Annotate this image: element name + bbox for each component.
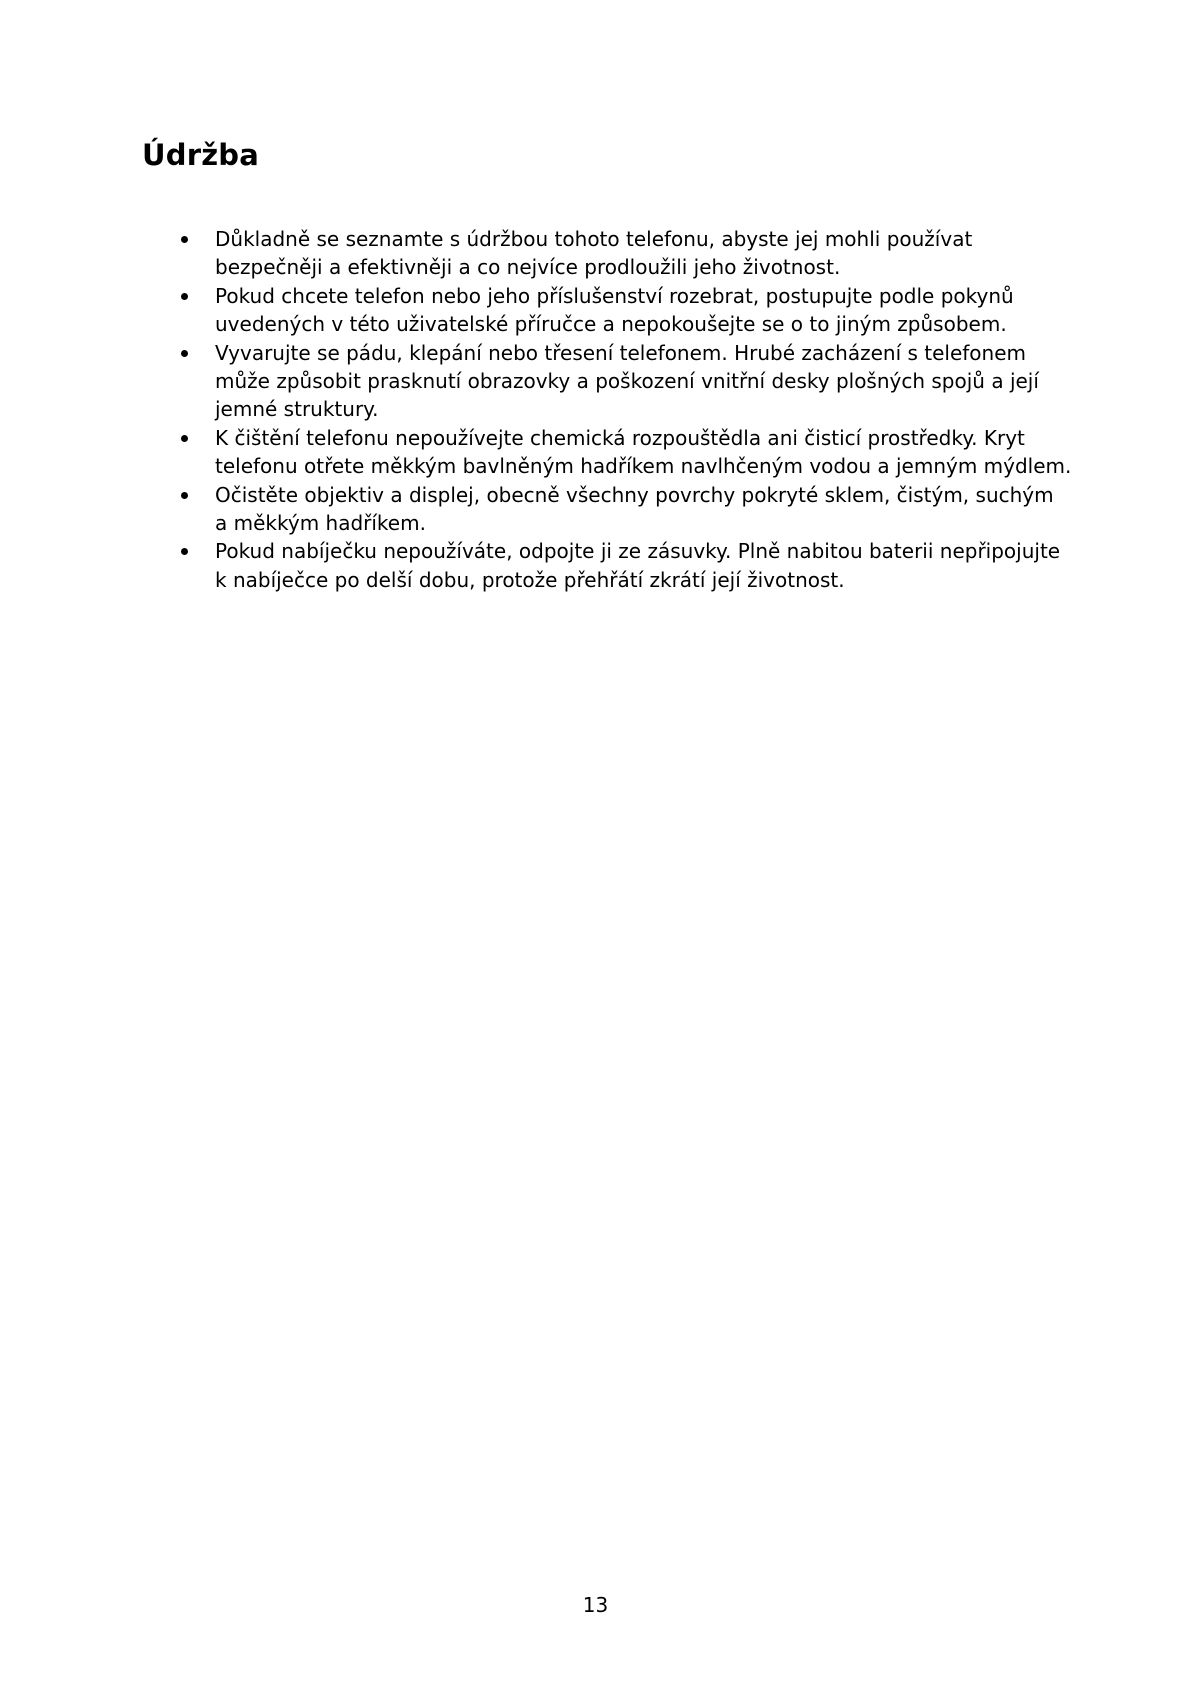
bullet-icon (181, 548, 188, 555)
list-item (172, 225, 1072, 282)
list-item-text: Důkladně se seznamte s údržbou tohoto telefonu, abyste jej mohli používat bezpečněji a efektivněji a co nejvíce prodloužili jeho životnost. (215, 227, 973, 280)
bullet-icon (181, 236, 188, 243)
list-item (172, 339, 1072, 424)
bullet-icon (181, 293, 188, 300)
list-item-text: Vyvarujte se pádu, klepání nebo třesení telefonem. Hrubé zacházení s telefonem může způsobit prasknutí obrazovky a poškození vnitřní desky plošných spojů a její jemné struktury. (215, 340, 1039, 422)
list-item (172, 424, 1072, 481)
bullet-icon (181, 435, 188, 442)
page-title: Údržba (142, 138, 260, 172)
list-item-text: K čištění telefonu nepoužívejte chemická rozpouštědla ani čisticí prostředky. Kryt telefonu otřete měkkým bavlněným hadříkem navlhčeným vodou a jemným mýdlem. (215, 425, 1072, 479)
list-item-text: Očistěte objektiv a displej, obecně všechny povrchy pokryté sklem, čistým, suchým a měkkým hadříkem. (215, 482, 1054, 536)
page-number: 13 (582, 1593, 609, 1617)
list-item (172, 537, 1072, 594)
bullet-icon (181, 350, 188, 357)
list-item (172, 481, 1072, 538)
list-item-text: Pokud nabíječku nepoužíváte, odpojte ji ze zásuvky. Plně nabitou baterii nepřipojujte k nabíječce po delší dobu, protože přehřátí zkrátí její životnost. (215, 539, 1061, 592)
bullet-icon (181, 492, 188, 499)
list-item-text: Pokud chcete telefon nebo jeho příslušenství rozebrat, postupujte podle pokynů uvedených v této uživatelské příručce a nepokoušejte se o to jiným způsobem. (215, 283, 1014, 337)
maintenance-list (172, 225, 1072, 594)
list-item (172, 282, 1072, 339)
